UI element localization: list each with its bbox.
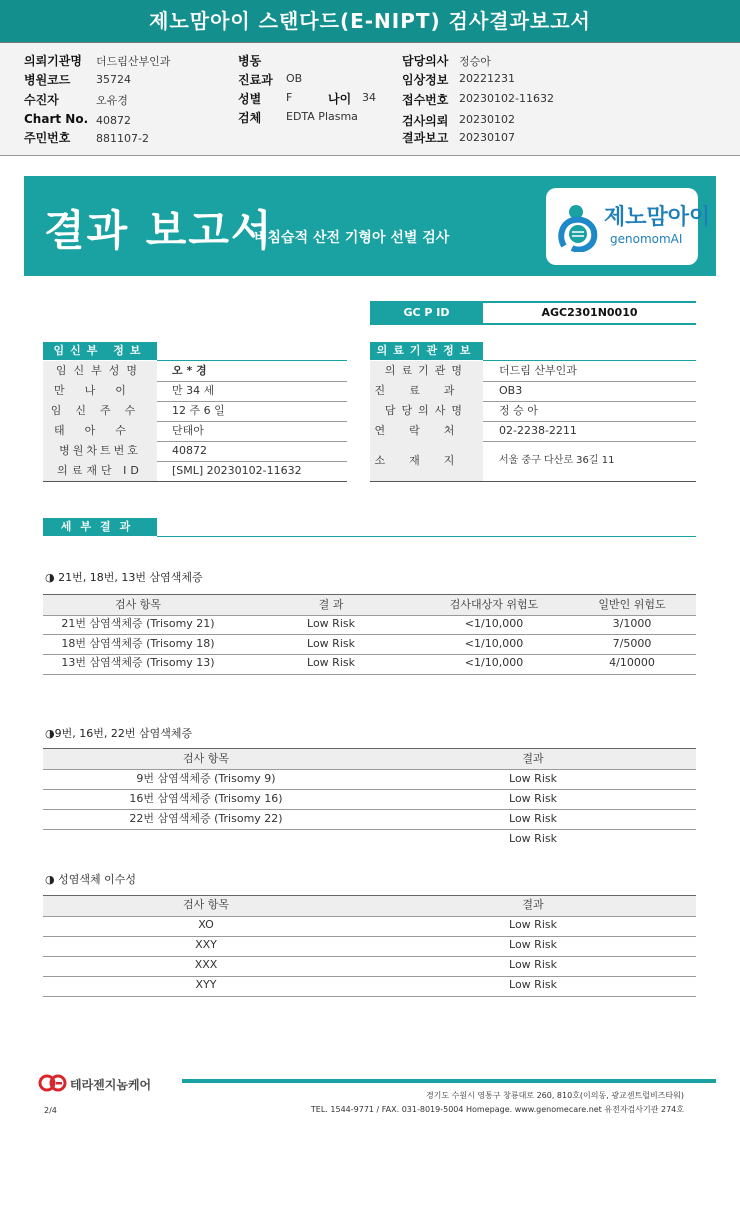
- hospital-chart-value: 40872: [172, 444, 207, 457]
- recipient-label: 수진자: [24, 93, 59, 107]
- patient-header-panel: [0, 42, 740, 156]
- rrn-label: 주민번호: [24, 131, 71, 145]
- report-label: 결과보고: [402, 131, 449, 145]
- request-value: 20230102: [459, 113, 515, 126]
- sex-chromosome-heading: ◑ 성염색체 이수성: [45, 873, 136, 886]
- medical-foundation-id-value: [SML] 20230102-11632: [172, 464, 302, 477]
- test-result: Low Risk: [307, 637, 355, 650]
- fetus-count-value: 단태아: [172, 424, 204, 437]
- pregnant-name-value: 오 * 경: [172, 364, 207, 377]
- chart-value: 40872: [96, 114, 131, 127]
- age-label: 나이: [328, 92, 352, 106]
- ward-label: 병동: [238, 54, 262, 68]
- age-value: 34: [362, 91, 376, 104]
- doctor-label: 담당의사: [402, 54, 449, 68]
- pregnant-name-label: 임신부성명: [43, 361, 157, 381]
- test-result: Low Risk: [509, 978, 557, 991]
- col-header-subject-risk: 검사대상자 위험도: [449, 598, 539, 611]
- sex-value: F: [286, 91, 293, 104]
- col-header-item: 검사 항목: [182, 898, 229, 911]
- row-divider: [43, 481, 347, 482]
- contact-label: 연락처: [370, 421, 483, 441]
- dept-value: OB: [286, 72, 303, 85]
- company-name: 테라젠지놈케어: [70, 1078, 152, 1092]
- test-item: XXY: [195, 938, 217, 951]
- general-risk: 4/10000: [609, 656, 655, 669]
- general-risk: 7/5000: [612, 637, 652, 650]
- address-value: 서울 중구 다산로 36길 11: [499, 455, 615, 466]
- test-result: Low Risk: [509, 792, 557, 805]
- report-title: 제노맘아이 스탠다드(E-NIPT) 검사결과보고서: [0, 0, 740, 42]
- pregnant-age-value: 만 34 세: [172, 384, 215, 397]
- gcp-id-value: AGC2301N0010: [541, 306, 638, 319]
- hospital-chart-label: 병원차트번호: [43, 441, 157, 461]
- test-item: XO: [198, 918, 214, 931]
- doctor-name-value: 정 승 아: [499, 404, 538, 417]
- receipt-label: 접수번호: [402, 93, 449, 107]
- chart-label: Chart No.: [24, 112, 89, 126]
- test-result: Low Risk: [509, 918, 557, 931]
- test-item: 16번 삼염색체증 (Trisomy 16): [129, 792, 283, 805]
- logo-english-text: genomomAI: [610, 232, 683, 246]
- hospital-code-value: 35724: [96, 73, 131, 86]
- genomom-logo: [546, 188, 711, 265]
- clinical-value: 20221231: [459, 72, 515, 85]
- test-item: 18번 삼염색체증 (Trisomy 18): [61, 637, 215, 650]
- row-divider: [43, 674, 696, 675]
- institution-info-title: 의료기관정보: [370, 342, 483, 360]
- result-banner: [24, 176, 716, 276]
- test-result: Low Risk: [509, 832, 557, 845]
- recipient-value: 오유경: [96, 94, 128, 107]
- report-value: 20230107: [459, 131, 515, 144]
- test-item: XYY: [195, 978, 217, 991]
- row-divider: [43, 996, 696, 997]
- genomom-baby-icon: [556, 202, 602, 252]
- page-number: 2/4: [44, 1106, 57, 1115]
- address-label: 소재지: [370, 441, 483, 481]
- hospital-code-label: 병원코드: [24, 73, 71, 87]
- sex-label: 성별: [238, 92, 262, 106]
- subject-risk: <1/10,000: [464, 656, 524, 669]
- medical-foundation-id-label: 의료재단 ID: [43, 461, 157, 481]
- col-header-item: 검사 항목: [114, 598, 161, 611]
- doctor-value: 정승아: [459, 55, 491, 68]
- col-header-item: 검사 항목: [182, 752, 229, 765]
- dept-label: 진료과: [238, 73, 273, 87]
- subject-risk: <1/10,000: [464, 637, 524, 650]
- department-label: 진료과: [370, 381, 483, 401]
- trisomy-21-18-13-heading: ◑ 21번, 18번, 13번 삼염색체증: [45, 571, 203, 584]
- test-item: 13번 삼염색체증 (Trisomy 13): [61, 656, 215, 669]
- col-header-result: 결 과: [318, 598, 344, 611]
- test-item: 21번 삼염색체증 (Trisomy 21): [61, 617, 215, 630]
- general-risk: 3/1000: [612, 617, 652, 630]
- detail-results-title: 세부결과: [43, 518, 157, 536]
- trisomy-9-16-22-heading: ◑9번, 16번, 22번 삼염색체증: [45, 727, 193, 740]
- contact-value: 02-2238-2211: [499, 424, 577, 437]
- test-result: Low Risk: [307, 656, 355, 669]
- doctor-name-label: 담당의사명: [370, 401, 483, 421]
- test-item: 22번 삼염색체증 (Trisomy 22): [129, 812, 283, 825]
- pregnant-info-title: 임신부 정보: [43, 342, 157, 360]
- department-value: OB3: [499, 384, 523, 397]
- request-label: 검사의뢰: [402, 114, 449, 128]
- clinical-label: 임상정보: [402, 73, 449, 87]
- pregnant-age-label: 만나이: [43, 381, 157, 401]
- company-contact: TEL. 1544-9771 / FAX. 031-8019-5004 Homepage. www.genomecare.net 유전자검사기관 274호: [310, 1105, 684, 1114]
- pregnant-weeks-label: 임신주수: [43, 401, 157, 421]
- specimen-label: 검체: [238, 111, 262, 125]
- test-item: XXX: [194, 958, 218, 971]
- receipt-value: 20230102-11632: [459, 92, 554, 105]
- col-header-result: 결과: [522, 898, 544, 911]
- pregnant-weeks-value: 12 주 6 일: [172, 404, 225, 417]
- test-result: Low Risk: [307, 617, 355, 630]
- specimen-value: EDTA Plasma: [286, 110, 358, 123]
- col-header-result: 결과: [522, 752, 544, 765]
- logo-korean-text: 제노맘아이: [604, 205, 711, 230]
- footer-bar: [182, 1079, 716, 1083]
- gcp-id-box: [370, 301, 696, 325]
- test-result: Low Risk: [509, 812, 557, 825]
- test-item: 9번 삼염색체증 (Trisomy 9): [136, 772, 276, 785]
- test-result: Low Risk: [509, 958, 557, 971]
- institution-label: 의뢰기관명: [24, 54, 82, 68]
- test-result: Low Risk: [509, 772, 557, 785]
- banner-subtitle: 비침습적 산전 기형아 선별 검사: [254, 230, 450, 246]
- gcp-id-label: GC P ID: [370, 303, 483, 323]
- institution-name-label: 의료기관명: [370, 361, 483, 381]
- col-header-general-risk: 일반인 위험도: [598, 598, 666, 611]
- banner-title: 결과 보고서: [44, 206, 274, 255]
- fetus-count-label: 태아수: [43, 421, 157, 441]
- subject-risk: <1/10,000: [464, 617, 524, 630]
- terragen-logo-icon: [38, 1074, 68, 1092]
- institution-value: 더드림산부인과: [96, 55, 171, 68]
- test-result: Low Risk: [509, 938, 557, 951]
- rrn-value: 881107-2: [96, 132, 149, 145]
- institution-name-value: 더드림 산부인과: [499, 364, 577, 377]
- row-divider: [370, 481, 696, 482]
- company-address: 경기도 수원시 영통구 창룡대로 260, 810호(이의동, 광교센트럴비즈타워): [425, 1091, 684, 1100]
- test-item: [43, 829, 369, 849]
- detail-results-underline: [157, 536, 696, 537]
